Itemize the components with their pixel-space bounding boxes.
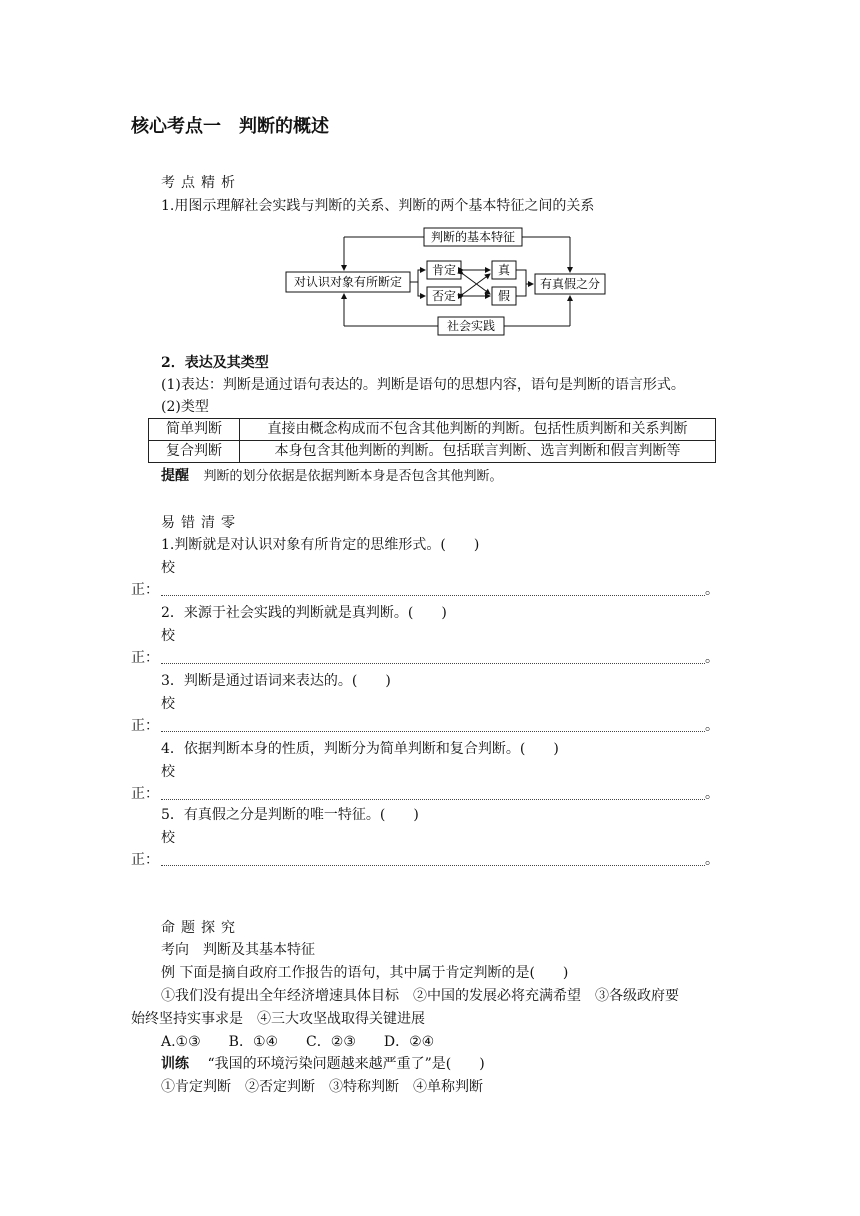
affirm-label: 肯定 [431,263,457,277]
subsection-title: 2．表达及其类型 [161,355,269,371]
answer-line[interactable] [161,799,705,800]
tip [161,466,502,487]
relation-diagram [280,224,610,338]
section-label: 考点精析 [161,175,241,191]
answer-choices: A.①③ B．①④ C．②③ D．②④ [161,1034,435,1050]
item-text: 1.用图示理解社会实践与判断的关系、判断的两个基本特征之间的关系 [161,198,595,214]
correction-label: 正： [131,718,159,734]
table-cell: 简单判断 [149,419,240,441]
correction-label: 正： [131,852,159,868]
end-mark: 。 [705,718,719,734]
true-label: 真 [497,263,511,277]
correction-label: 校 [161,764,175,780]
end-mark: 。 [705,852,719,868]
correction-label: 校 [161,628,175,644]
answer-line[interactable] [161,731,705,732]
example-text: 例 下面是摘自政府工作报告的语句，其中属于肯定判断的是( ) [161,965,569,981]
answer-line[interactable] [161,595,705,596]
tip-text: 判断的划分依据是依据判断本身是否包含其他判断。 [203,469,503,484]
training-text: “我国的环境污染问题越来越严重了”是( ) [207,1056,485,1072]
section-label: 易错清零 [161,515,241,531]
right-box-label: 有真假之分 [539,277,601,291]
list-item: 1.判断就是对认识对象有所肯定的思维形式。( ) [161,537,480,553]
example-options: 始终坚持实事求是 ④三大攻坚战取得关键进展 [131,1011,425,1027]
table-row [149,441,716,463]
table-cell: 直接由概念构成而不包含其他判断的判断。包括性质判断和关系判断 [240,419,716,441]
end-mark: 。 [705,650,719,666]
table-cell: 复合判断 [149,441,240,463]
item-text: (2)类型 [161,399,209,415]
list-item: 2．来源于社会实践的判断就是真判断。( ) [161,605,447,621]
correction-label: 正： [131,786,159,802]
list-item: 5．有真假之分是判断的唯一特征。( ) [161,807,419,823]
item-text: (1)表达：判断是通过语句表达的。判断是语句的思想内容，语句是判断的语言形式。 [161,377,685,393]
false-label: 假 [497,289,511,303]
tip-label: 提醒 [161,468,189,484]
example-options: ①我们没有提出全年经济增速具体目标 ②中国的发展必将充满希望 ③各级政府要 [161,988,679,1004]
training-question [161,1054,485,1074]
answer-line[interactable] [161,663,705,664]
bottom-box-label: 社会实践 [446,319,496,333]
top-box-label: 判断的基本特征 [430,230,516,244]
direction-text: 考向 判断及其基本特征 [161,942,315,958]
correction-label: 校 [161,830,175,846]
correction-label: 校 [161,696,175,712]
list-item: 4．依据判断本身的性质，判断分为简单判断和复合判断。( ) [161,741,559,757]
correction-label: 校 [161,560,175,576]
section-label: 命题探究 [161,920,241,936]
training-options: ①肯定判断 ②否定判断 ③特称判断 ④单称判断 [161,1079,483,1095]
types-table [148,418,716,463]
correction-label: 正： [131,582,159,598]
correction-label: 正： [131,650,159,666]
left-box-label: 对认识对象有所断定 [293,275,403,289]
training-label: 训练 [161,1056,189,1072]
table-cell: 本身包含其他判断的判断。包括联言判断、选言判断和假言判断等 [240,441,716,463]
negate-label: 否定 [431,289,457,303]
end-mark: 。 [705,786,719,802]
table-row [149,419,716,441]
list-item: 3．判断是通过语词来表达的。( ) [161,673,391,689]
answer-line[interactable] [161,865,705,866]
page-title: 核心考点一 判断的概述 [131,116,329,137]
end-mark: 。 [705,582,719,598]
